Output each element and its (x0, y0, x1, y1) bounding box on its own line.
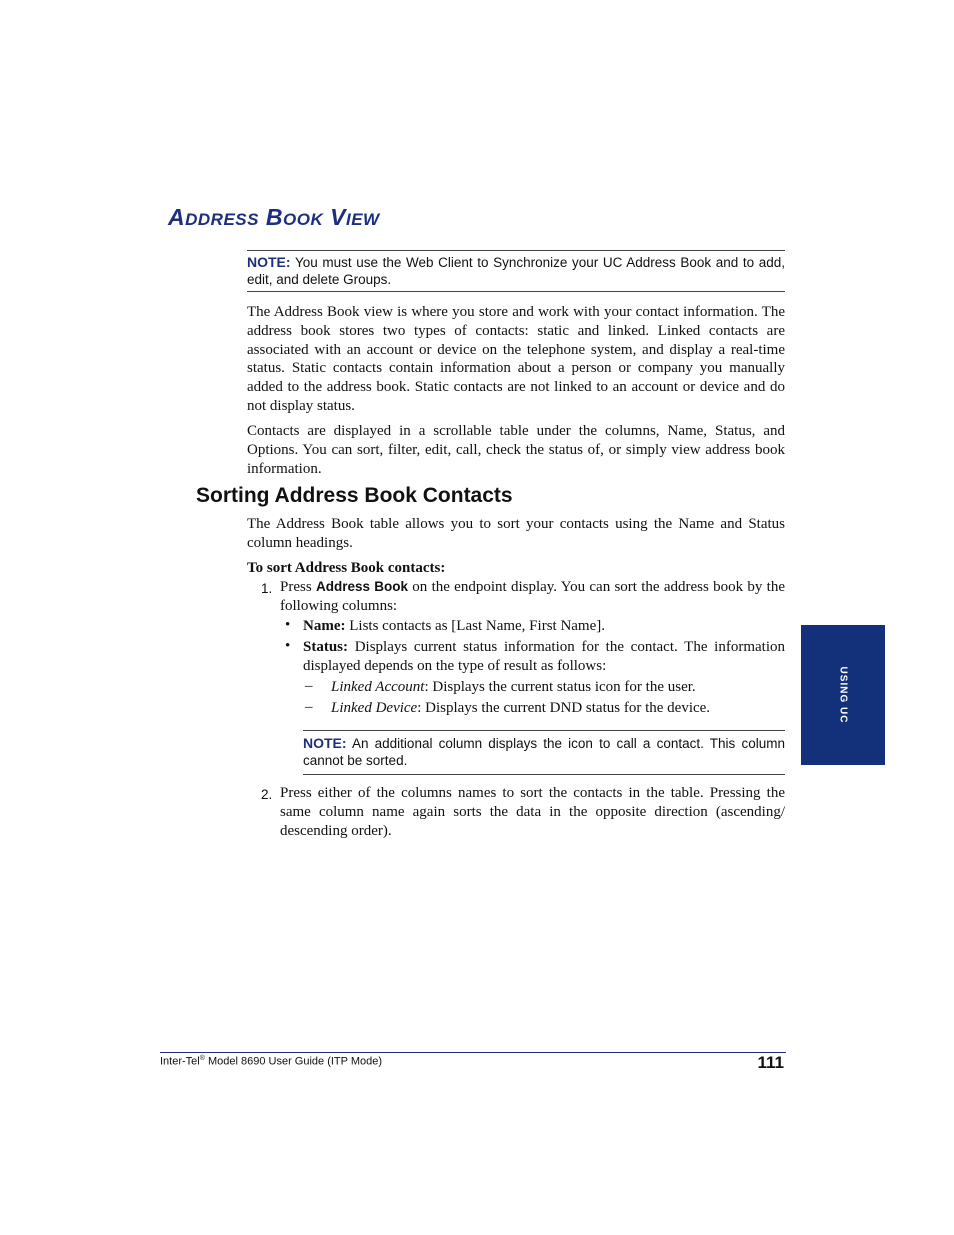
page-heading (168, 204, 380, 231)
sub-item-text: : Displays the current status icon for the user. (424, 679, 696, 695)
step-text: Press (280, 579, 316, 595)
sub-item-text: : Displays the current DND status for the device. (417, 700, 711, 716)
note-label: NOTE: (303, 735, 347, 751)
chapter-tab-label: USING UC (837, 666, 849, 724)
bullet-text: Displays current status information for the contact. The information displayed depends on the type of result as follows: (303, 639, 785, 674)
footer-brand: Inter-Tel (160, 1055, 200, 1068)
step-text: on the endpoint display. You can sort the address book by the following columns: (280, 579, 785, 614)
step-number: 1. (261, 581, 273, 596)
dash-glyph: – (305, 699, 313, 715)
note-box (247, 250, 785, 292)
step-1-text (280, 578, 785, 616)
contacts-paragraph: Contacts are displayed in a scrollable table under the columns, Name, Status, and Options. You can sort, filter, edit, call, check the status of, or simply view address book information. (247, 423, 785, 477)
heading-initial: A (168, 204, 186, 230)
sub-item-term: Linked Device (331, 700, 418, 716)
sort-paragraph: The Address Book table allows you to sort your contacts using the Name and Status column headings. (247, 516, 785, 551)
sub-item-linked-account (331, 678, 785, 697)
step-number: 2. (261, 787, 273, 802)
bullet-glyph: • (285, 617, 291, 633)
footer-text: Model 8690 User Guide (ITP Mode) (204, 1055, 383, 1068)
bullet-item-name (303, 617, 785, 636)
heading-rest: OOK (283, 210, 324, 229)
bullet-term: Name: (303, 618, 346, 634)
section-title: Sorting Address Book Contacts (196, 484, 513, 507)
chapter-tab (801, 625, 885, 765)
note-box (303, 730, 785, 775)
bullet-term: Status: (303, 639, 349, 655)
ui-label: Address Book (315, 579, 409, 594)
heading-initial: B (265, 204, 283, 230)
registered-mark: ® (199, 1055, 205, 1062)
note-text: An additional column displays the icon to call a contact. This column cannot be sorted. (303, 736, 785, 768)
footer-title (160, 1055, 382, 1068)
intro-paragraph: The Address Book view is where you store and work with your contact information. The address book stores two types of contacts: static and linked. Linked contacts are associated with an account or device on the telephone system, and display a real-time status. Static contacts contain information about a person or company you manually added to the address book. Static contacts are not linked to an account or device and do not display status. (247, 304, 785, 414)
bullet-glyph: • (285, 638, 291, 654)
step-2-text: Press either of the columns names to sort the contacts in the table. Pressing the same column name again sorts the data in the opposite direction (ascending/ descending order). (280, 785, 785, 839)
bullet-item-status (303, 638, 785, 676)
heading-initial: V (330, 204, 346, 230)
procedure-title: To sort Address Book contacts: (247, 560, 446, 576)
page-number: 111 (757, 1053, 784, 1072)
note-label: NOTE: (247, 254, 291, 270)
dash-glyph: – (305, 678, 313, 694)
sub-item-linked-device (331, 699, 785, 718)
footer-rule (160, 1052, 786, 1053)
heading-rest: DDRESS (185, 210, 259, 229)
bullet-text: Lists contacts as [Last Name, First Name]. (345, 618, 606, 634)
heading-rest: IEW (345, 210, 380, 229)
sub-item-term: Linked Account (331, 679, 425, 695)
note-text: You must use the Web Client to Synchronize your UC Address Book and to add, edit, and delete Groups. (247, 255, 785, 287)
